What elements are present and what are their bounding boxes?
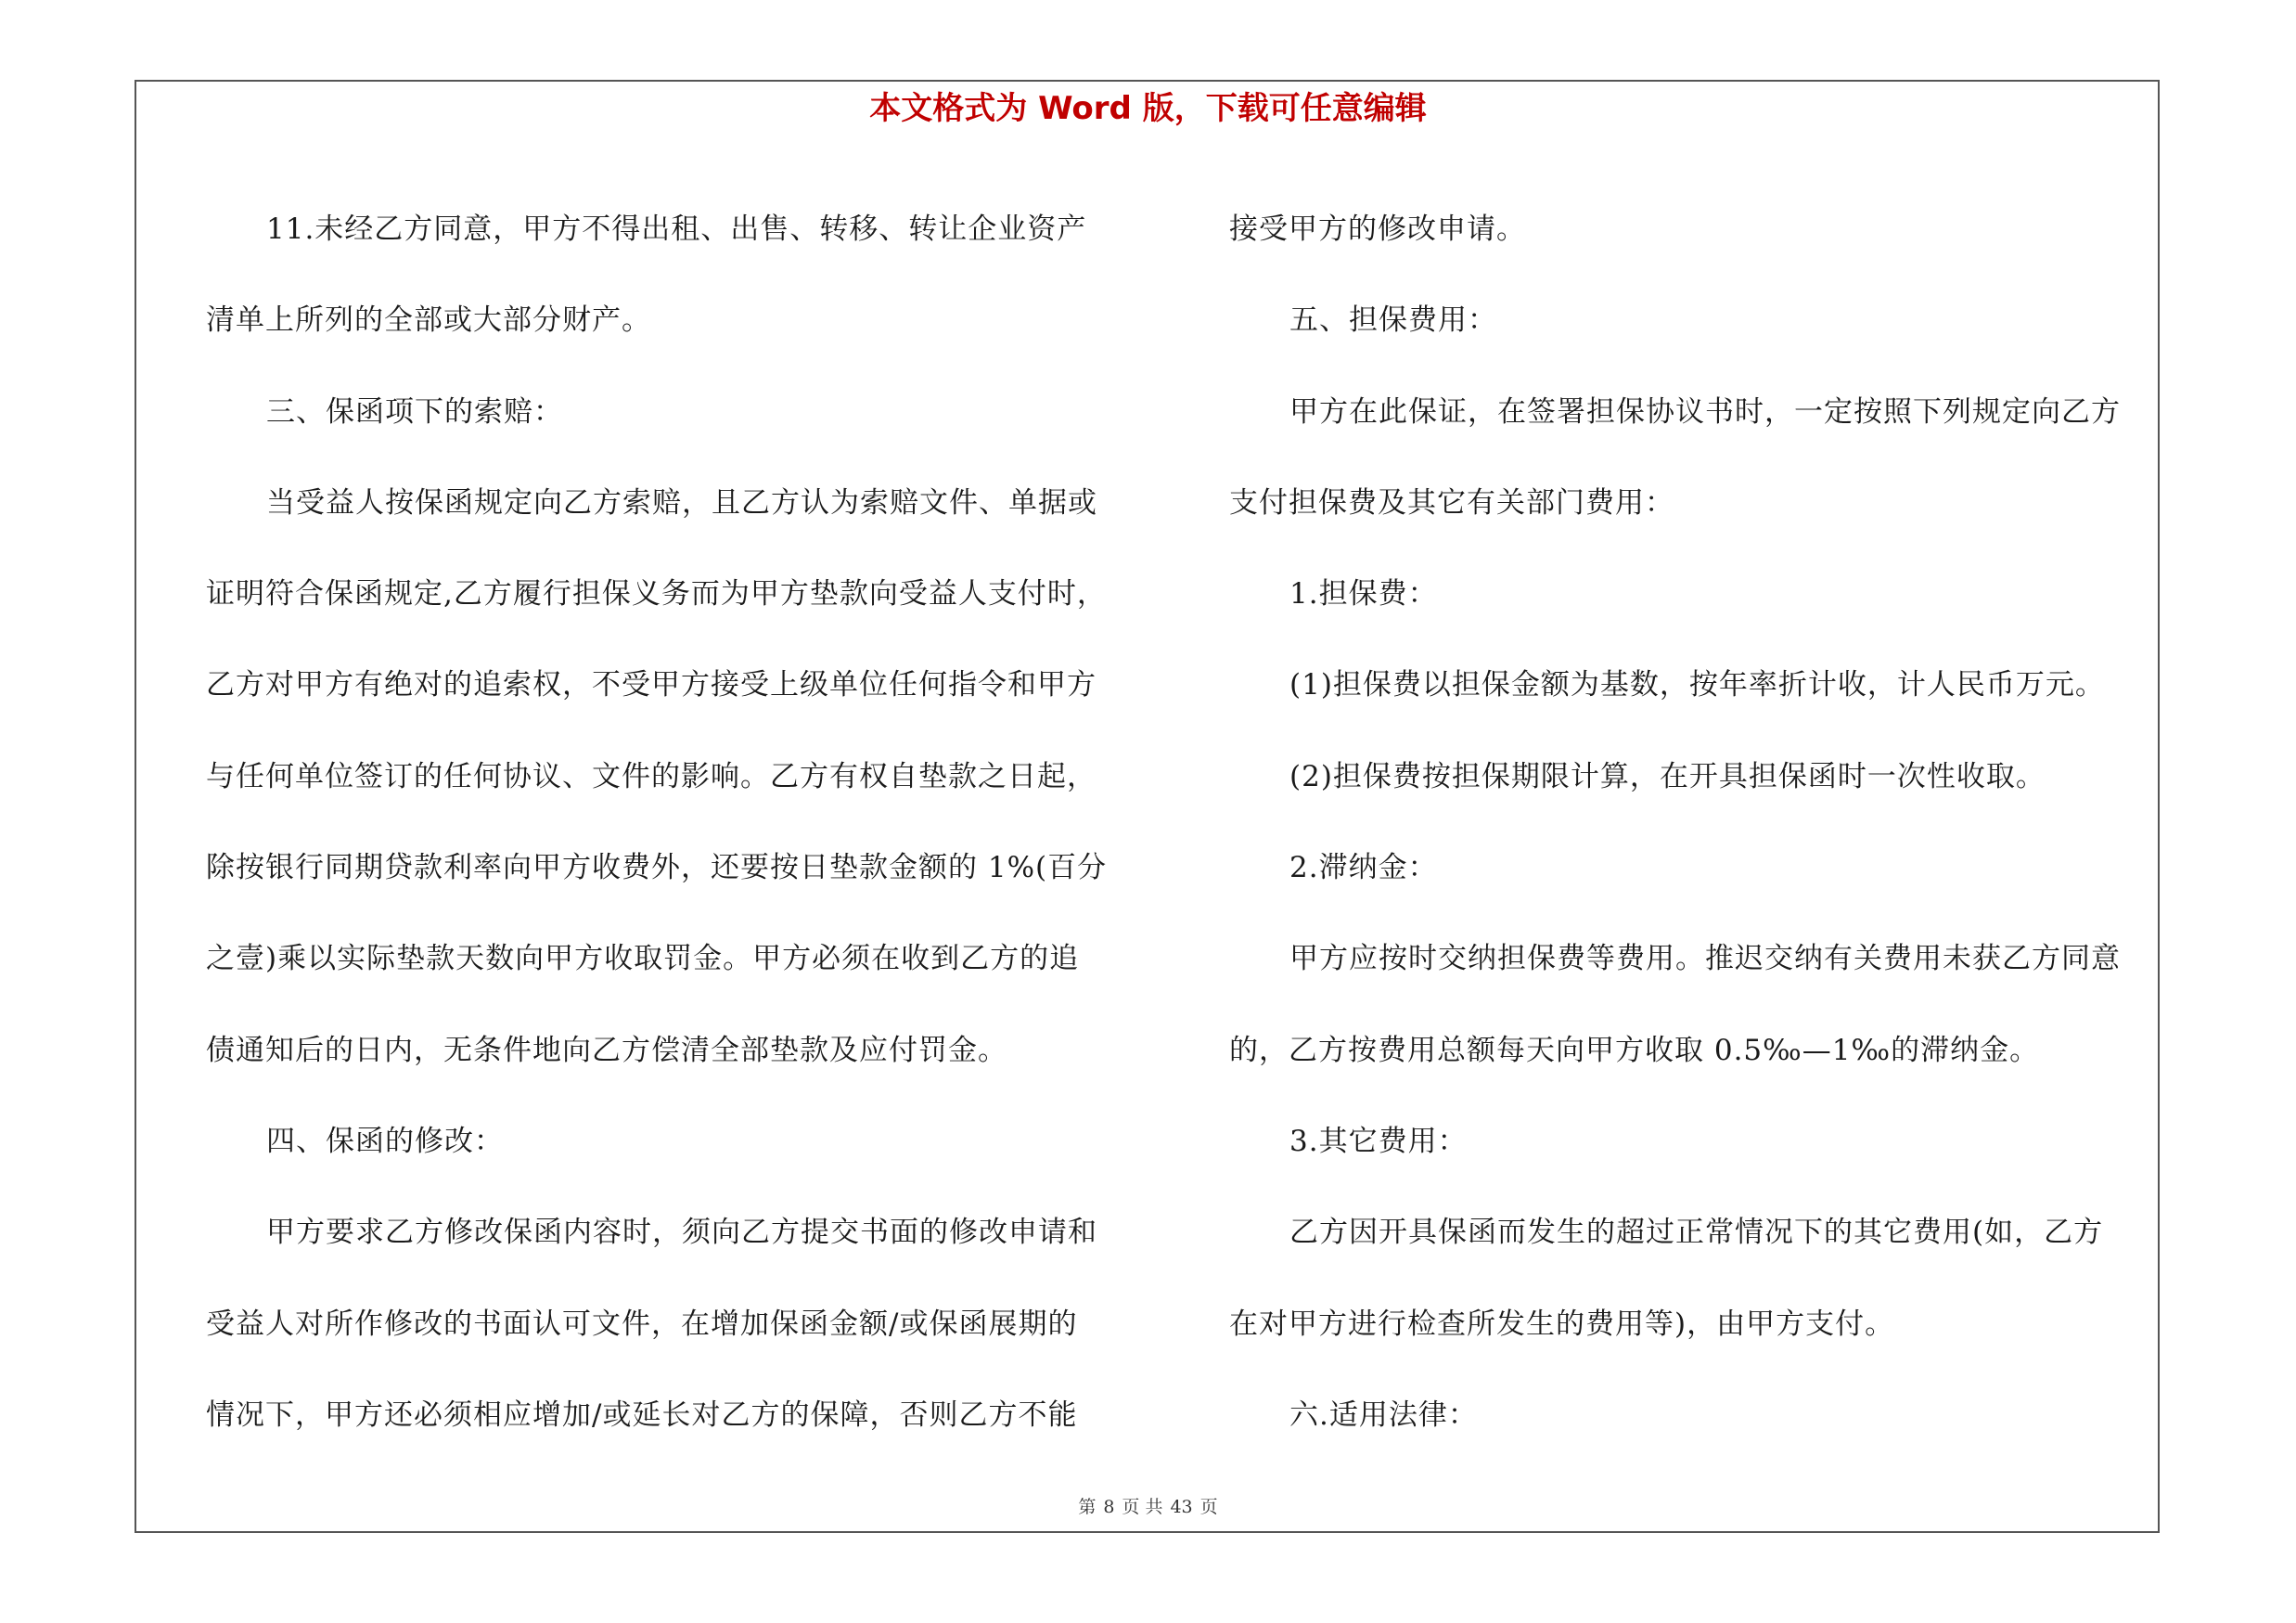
paragraph-line: 乙方对甲方有绝对的追索权，不受甲方接受上级单位任何指令和甲方 — [206, 668, 1097, 702]
paragraph-line: 证明符合保函规定,乙方履行担保义务而为甲方垫款向受益人支付时， — [206, 577, 1107, 612]
footer-middle: 页 共 — [1122, 1497, 1163, 1517]
paragraph-line: 的，乙方按费用总额每天向甲方收取 0.5‰—1‰的滞纳金。 — [1229, 1033, 2040, 1067]
paragraph-line: 甲方要求乙方修改保函内容时，须向乙方提交书面的修改申请和 — [266, 1216, 1097, 1250]
paragraph-line: 11.未经乙方同意，甲方不得出租、出售、转移、转让企业资产 — [266, 213, 1087, 246]
paragraph-line: (2)担保费按担保期限计算，在开具担保函时一次性收取。 — [1289, 759, 2046, 793]
paragraph-line: 除按银行同期贷款利率向甲方收费外，还要按日垫款金额的 1%(百分 — [206, 851, 1108, 885]
page-footer — [0, 1496, 2296, 1518]
paragraph-line: 清单上所列的全部或大部分财产。 — [206, 303, 651, 338]
paragraph-line: 1.担保费： — [1289, 577, 1438, 612]
paragraph-line: 五、担保费用： — [1289, 303, 1497, 338]
paragraph-line: 接受甲方的修改申请。 — [1229, 213, 1526, 246]
footer-suffix: 页 — [1199, 1497, 1218, 1517]
paragraph-line: 三、保函项下的索赔： — [266, 394, 563, 429]
paragraph-line: 甲方在此保证，在签署担保协议书时，一定按照下列规定向乙方 — [1289, 394, 2121, 429]
paragraph-line: 支付担保费及其它有关部门费用： — [1229, 485, 1674, 520]
paragraph-line: 3.其它费用： — [1289, 1124, 1468, 1158]
right-column — [1229, 184, 2157, 1461]
paragraph-line: 2.滞纳金： — [1289, 851, 1438, 885]
paragraph-line: 四、保函的修改： — [266, 1124, 504, 1158]
format-banner: 本文格式为 Word 版，下载可任意编辑 — [869, 90, 1427, 127]
paragraph-line: 受益人对所作修改的书面认可文件，在增加保函金额/或保函展期的 — [206, 1307, 1078, 1341]
paragraph-line: 六.适用法律： — [1289, 1398, 1478, 1432]
paragraph-line: 乙方因开具保函而发生的超过正常情况下的其它费用(如，乙方 — [1289, 1216, 2104, 1250]
paragraph-line: 甲方应按时交纳担保费等费用。推迟交纳有关费用未获乙方同意 — [1289, 942, 2121, 976]
footer-prefix: 第 — [1078, 1497, 1097, 1517]
paragraph-line: 之壹)乘以实际垫款天数向甲方收取罚金。甲方必须在收到乙方的追 — [206, 942, 1080, 976]
paragraph-line: 在对甲方进行检查所发生的费用等)，由甲方支付。 — [1229, 1307, 1895, 1341]
paragraph-line: 债通知后的日内，无条件地向乙方偿清全部垫款及应付罚金。 — [206, 1033, 1007, 1067]
paragraph-line: (1)担保费以担保金额为基数，按年率折计收，计人民币万元。 — [1289, 668, 2105, 702]
left-column — [206, 184, 1143, 1461]
current-page-number: 8 — [1103, 1497, 1115, 1517]
paragraph-line: 与任何单位签订的任何协议、文件的影响。乙方有权自垫款之日起， — [206, 759, 1097, 793]
total-page-count: 43 — [1170, 1497, 1193, 1517]
paragraph-line: 当受益人按保函规定向乙方索赔，且乙方认为索赔文件、单据或 — [266, 485, 1097, 520]
paragraph-line: 情况下，甲方还必须相应增加/或延长对乙方的保障，否则乙方不能 — [206, 1398, 1078, 1432]
